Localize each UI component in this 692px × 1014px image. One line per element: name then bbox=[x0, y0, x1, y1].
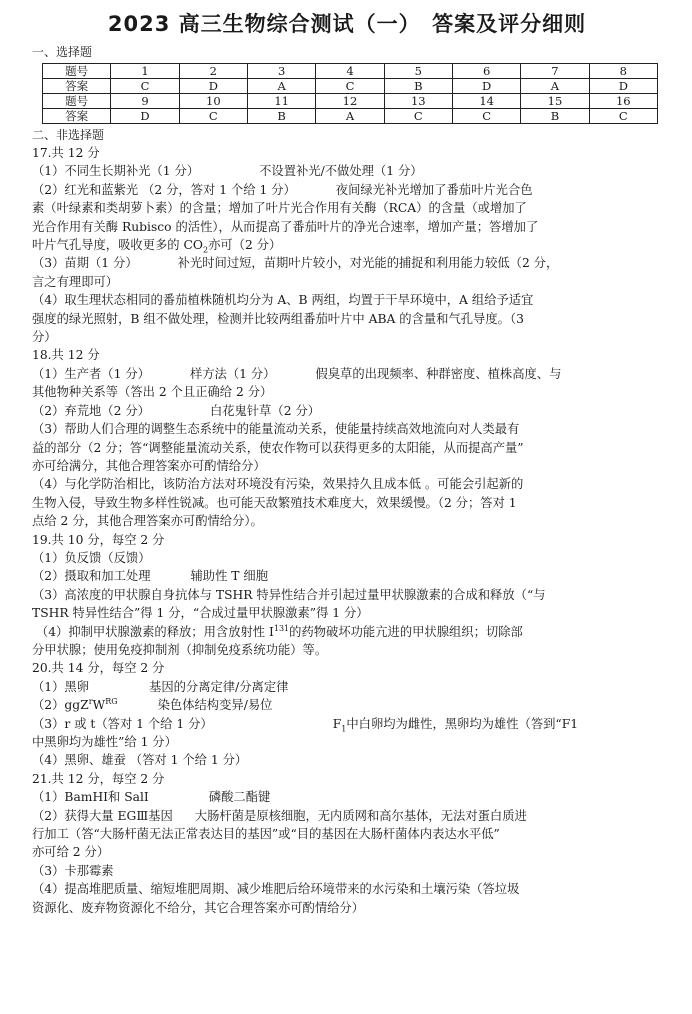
table-cell: A bbox=[316, 109, 384, 124]
q17-line: 强度的绿光照射，B 组不做处理，检测并比较两组番茄叶片中 ABA 的含量和气孔导度。（3 bbox=[32, 311, 524, 326]
q21-line: 亦可给 2 分） bbox=[32, 845, 110, 860]
table-cell: 2 bbox=[179, 64, 247, 79]
q19-line: （2）摄取和加工处理 辅助性 T 细胞 bbox=[32, 569, 269, 584]
table-row-header: 题号 bbox=[43, 94, 111, 109]
answers-body bbox=[32, 144, 662, 917]
table-cell: B bbox=[247, 109, 315, 124]
table-row bbox=[43, 109, 658, 124]
table-cell: C bbox=[316, 79, 384, 94]
table-cell: 3 bbox=[247, 64, 315, 79]
q17-line: 素（叶绿素和类胡萝卜素）的含量；增加了叶片光合作用有关酶（RCA）的含量（或增加了 bbox=[32, 201, 527, 216]
q17-line: （3）苗期（1 分） 补光时间过短，苗期叶片较小，对光能的捕捉和利用能力较低（2 分， bbox=[32, 256, 559, 271]
table-cell: 11 bbox=[247, 94, 315, 109]
table-cell: C bbox=[384, 109, 452, 124]
table-cell: 10 bbox=[179, 94, 247, 109]
table-cell: 5 bbox=[384, 64, 452, 79]
table-cell: A bbox=[521, 79, 589, 94]
table-cell: 8 bbox=[589, 64, 657, 79]
table-cell: 6 bbox=[452, 64, 520, 79]
q17-line: （1）不同生长期补光（1 分） 不设置补光/不做处理（1 分） bbox=[32, 164, 423, 179]
q20-heading: 20.共 14 分，每空 2 分 bbox=[32, 661, 165, 676]
q18-line: （4）与化学防治相比，该防治方法对环境没有污染，效果持久且成本低 。可能会引起新的 bbox=[32, 477, 524, 492]
page-title: 2023 高三生物综合测试（一） 答案及评分细则 bbox=[107, 12, 587, 36]
table-cell: 16 bbox=[589, 94, 657, 109]
q19-line: （4）抑制甲状腺激素的释放；用含放射性 $I^{131}$的药物破坏功能亢进的甲状腺组织；切除部 bbox=[35, 623, 523, 639]
table-cell: 4 bbox=[316, 64, 384, 79]
q21-line: （3）卡那霉素 bbox=[32, 863, 114, 878]
table-cell: C bbox=[179, 109, 247, 124]
q18-line: （3）帮助人们合理的调整生态系统中的能量流动关系，使能量持续高效地流向对人类最有 bbox=[32, 422, 520, 437]
table-cell: C bbox=[589, 109, 657, 124]
q18-line: 其他物种关系等（答出 2 个且正确给 2 分） bbox=[32, 385, 273, 400]
table-cell: 15 bbox=[521, 94, 589, 109]
table-cell: 13 bbox=[384, 94, 452, 109]
q21-line: （4）提高堆肥质量、缩短堆肥周期、减少堆肥后给环境带来的水污染和土壤污染（答垃圾 bbox=[32, 882, 520, 897]
table-cell: D bbox=[452, 79, 520, 94]
q19-line: （1）负反馈（反馈） bbox=[32, 550, 151, 565]
q17-line: 叶片气孔导度，吸收更多的 $CO_2$亦可（2 分） bbox=[32, 238, 282, 255]
q19-line: 分甲状腺；使用免疫抑制剂（抑制免疫系统功能）等。 bbox=[32, 642, 328, 657]
table-row bbox=[43, 79, 658, 94]
q17-line: 分） bbox=[32, 330, 57, 345]
q19-line: TSHR 特异性结合”得 1 分，“合成过量甲状腺激素”得 1 分） bbox=[32, 606, 369, 621]
table-row-header: 答案 bbox=[43, 109, 111, 124]
q18-line: 点给 2 分，其他合理答案亦可酌情给分）。 bbox=[32, 514, 263, 529]
q18-line: （2）弃荒地（2 分） 白花鬼针草（2 分） bbox=[32, 403, 321, 418]
answer-table bbox=[42, 63, 658, 124]
table-row bbox=[43, 64, 658, 79]
table-cell: 14 bbox=[452, 94, 520, 109]
q19-heading: 19.共 10 分，每空 2 分 bbox=[32, 532, 165, 547]
table-cell: 1 bbox=[111, 64, 179, 79]
table-cell: D bbox=[589, 79, 657, 94]
q20-line: （1）黑卵 基因的分离定律/分离定律 bbox=[32, 679, 289, 694]
q21-line: （1）BamHⅠ和 SalⅠ 磷酸二酯键 bbox=[32, 790, 271, 805]
q20-line: $(2)ggZ^rW^{RG}$ 染色体结构变异/易位 bbox=[32, 697, 273, 713]
table-cell: B bbox=[384, 79, 452, 94]
q17-line: 言之有理即可） bbox=[32, 274, 119, 289]
table-cell: 12 bbox=[316, 94, 384, 109]
table-cell: B bbox=[521, 109, 589, 124]
q21-line: 行加工（答“大肠杆菌无法正常表达目的基因”或“目的基因在大肠杆菌体内表达水平低” bbox=[32, 827, 500, 842]
q19-line: （3）高浓度的甲状腺自身抗体与 TSHR 特异性结合并引起过量甲状腺激素的合成和释放（“与 bbox=[32, 587, 546, 602]
table-row-header: 题号 bbox=[43, 64, 111, 79]
q18-line: （1）生产者（1 分） 样方法（1 分） 假臭草的出现频率、种群密度、植株高度、与 bbox=[32, 366, 562, 381]
q18-line: 益的部分（2 分；答“调整能量流动关系，使农作物可以获得更多的太阳能，从而提高产量” bbox=[32, 440, 524, 455]
q18-line: 亦可给满分，其他合理答案亦可酌情给分） bbox=[32, 458, 266, 473]
table-row-header: 答案 bbox=[43, 79, 111, 94]
table-cell: 9 bbox=[111, 94, 179, 109]
q20-line: （4）黑卵、雄蚕 （答对 1 个给 1 分） bbox=[32, 753, 248, 768]
q21-line: 资源化、废弃物资源化不给分，其它合理答案亦可酌情给分） bbox=[32, 900, 365, 915]
q20-line: 中黑卵均为雄性”给 1 分） bbox=[32, 735, 177, 749]
table-row bbox=[43, 94, 658, 109]
q17-heading: 17.共 12 分 bbox=[32, 146, 100, 160]
q17-line: 光合作用有关酶 Rubisco 的活性），从而提高了番茄叶片的净光合速率，增加产量；答增加了 bbox=[32, 219, 539, 234]
q21-heading: 21.共 12 分，每空 2 分 bbox=[32, 771, 165, 786]
q17-line: （4）取生理状态相同的番茄植株随机均分为 A、B 两组，均置于干旱环境中，A 组给予适宜 bbox=[32, 293, 534, 308]
table-cell: C bbox=[452, 109, 520, 124]
table-cell: D bbox=[179, 79, 247, 94]
table-cell: D bbox=[111, 109, 179, 124]
table-cell: A bbox=[247, 79, 315, 94]
section-heading-nonchoice: 二、非选择题 bbox=[32, 128, 105, 142]
q20-line: （3）r 或 t（答对 1 个给 1 分） $F_1$中白卵均为雌性，黑卵均为雄性（答到“F1 bbox=[32, 716, 579, 734]
table-cell: 7 bbox=[521, 64, 589, 79]
q17-line: （2）红光和蓝紫光 （2 分，答对 1 个给 1 分） 夜间绿光补光增加了番茄叶片光合色 bbox=[32, 182, 533, 197]
q18-heading: 18.共 12 分 bbox=[32, 348, 100, 363]
q18-line: 生物入侵，导致生物多样性锐减。也可能天敌繁殖技术难度大，效果缓慢。（2 分；答对 1 bbox=[32, 495, 517, 510]
table-cell: C bbox=[111, 79, 179, 94]
q21-line: （2）获得大量 EGⅢ基因 大肠杆菌是原核细胞，无内质网和高尔基体，无法对蛋白质进 bbox=[32, 808, 527, 823]
section-heading-choice: 一、选择题 bbox=[32, 45, 93, 59]
